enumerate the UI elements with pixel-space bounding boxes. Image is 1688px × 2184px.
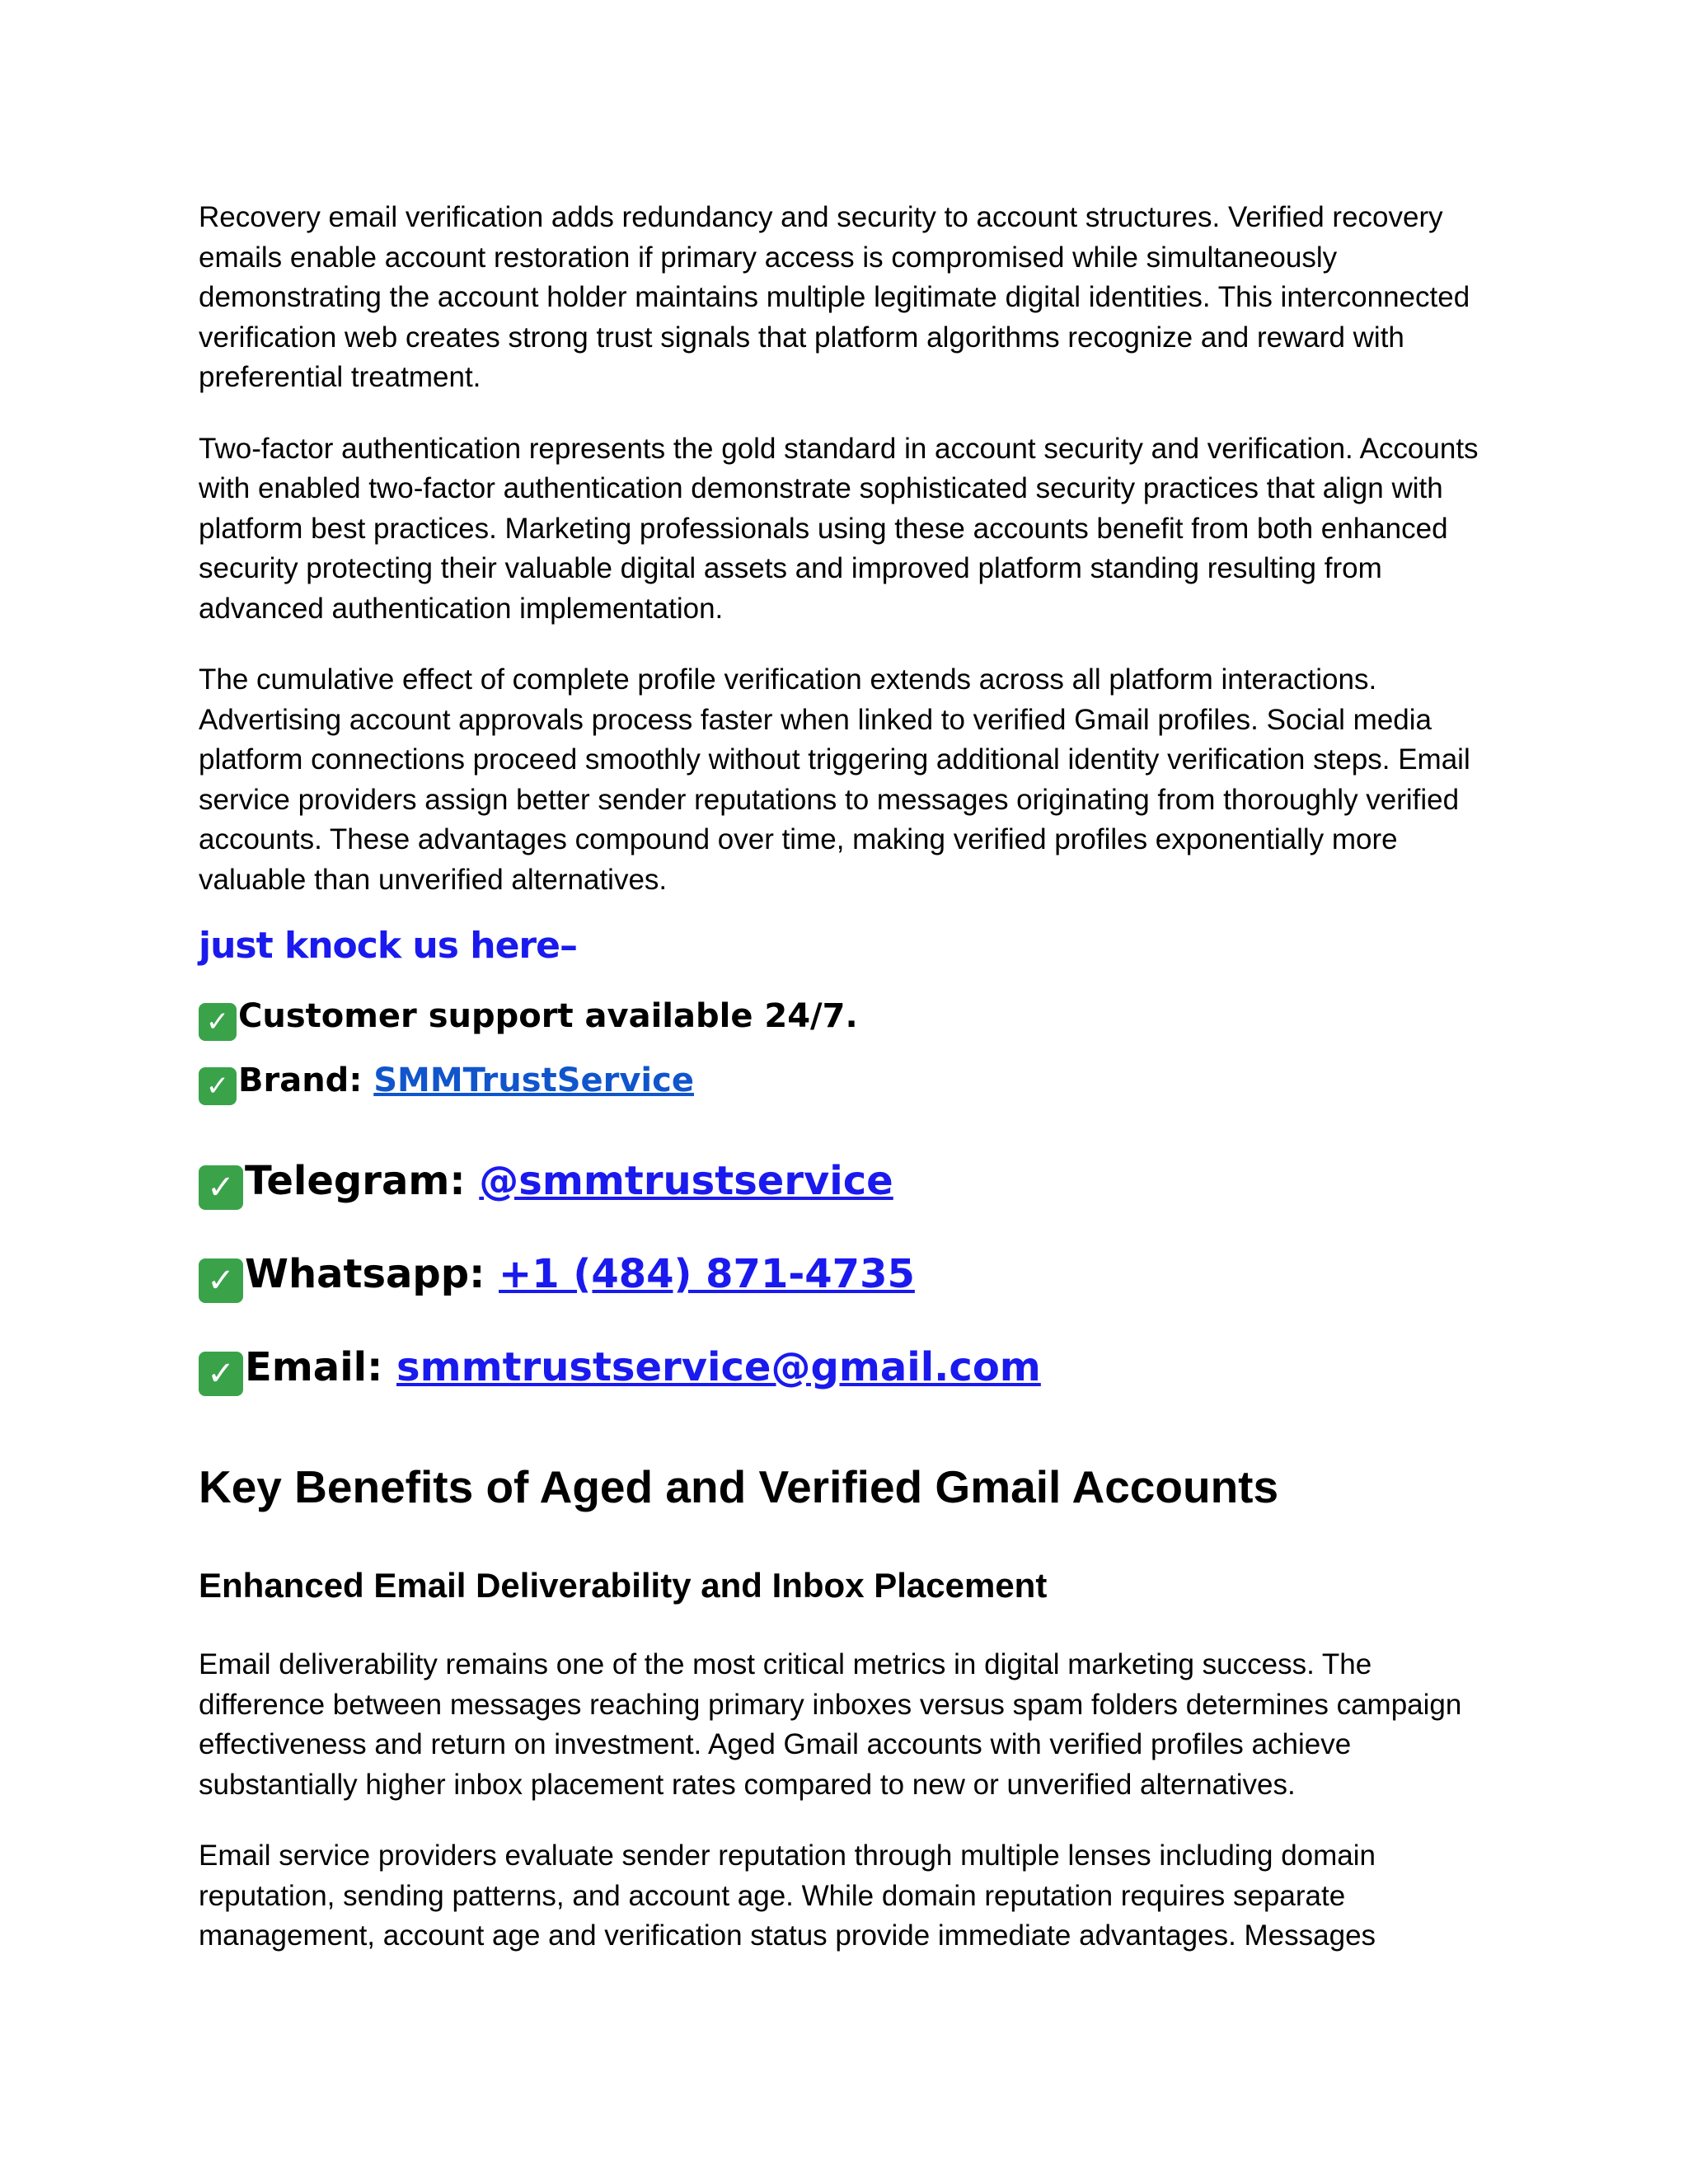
check-mark-icon: ✓ — [199, 1165, 243, 1210]
check-mark-icon: ✓ — [199, 1258, 243, 1303]
telegram-link[interactable]: @smmtrustservice — [479, 1158, 893, 1204]
email-link[interactable]: smmtrustservice@gmail.com — [396, 1344, 1041, 1390]
contact-intro-link[interactable]: just knock us here– — [199, 925, 577, 967]
support-line — [199, 997, 858, 1041]
email-label: Email: — [245, 1344, 397, 1390]
brand-line — [199, 1062, 694, 1105]
telegram-line — [199, 1158, 893, 1210]
paragraph-cumulative-effect: The cumulative effect of complete profile verification extends across all platform interactions. Advertising account approvals process faster when linked to verified Gmail profiles. Social media platform connections proceed smoothly without triggering additional identity verification steps. Email service providers assign better sender reputations to messages originating from thoroughly verified accounts. These advantages compound over time, making verified profiles exponentially more valuable than unverified alternatives. — [199, 663, 1470, 896]
paragraph-deliverability: Email deliverability remains one of the most critical metrics in digital marketing success. The difference between messages reaching primary inboxes versus spam folders determines campaign effectiveness and return on investment. Aged Gmail accounts with verified profiles achieve substantially higher inbox placement rates compared to new or unverified alternatives. — [199, 1648, 1462, 1801]
support-text: Customer support available 24/7. — [238, 997, 858, 1035]
heading-key-benefits: Key Benefits of Aged and Verified Gmail Accounts — [199, 1461, 1279, 1512]
check-mark-icon: ✓ — [199, 1352, 243, 1396]
whatsapp-label: Whatsapp: — [245, 1251, 499, 1297]
brand-label: Brand: — [238, 1062, 374, 1099]
top-paragraphs — [199, 198, 1484, 900]
heading-deliverability: Enhanced Email Deliverability and Inbox Placement — [199, 1566, 1048, 1605]
bottom-paragraphs — [199, 1645, 1484, 1957]
paragraph-recovery-email: Recovery email verification adds redundancy and security to account structures. Verified recovery emails enable account restoration if primary access is compromised while simultaneously demonstrating the account holder maintains multiple legitimate digital identities. This interconnected verification web creates strong trust signals that platform algorithms recognize and reward with preferential treatment. — [199, 201, 1470, 393]
telegram-label: Telegram: — [245, 1158, 480, 1204]
whatsapp-line — [199, 1251, 915, 1303]
check-mark-icon: ✓ — [199, 1067, 237, 1105]
paragraph-sender-reputation: Email service providers evaluate sender reputation through multiple lenses including domain reputation, sending patterns, and account age. While domain reputation requires separate management, account age and verification status provide immediate advantages. Messages — [199, 1840, 1376, 1952]
email-line — [199, 1344, 1041, 1396]
check-mark-icon: ✓ — [199, 1003, 237, 1041]
paragraph-two-factor: Two-factor authentication represents the gold standard in account security and verification. Accounts with enabled two-factor authentication demonstrate sophisticated security practices that align with platform best practices. Marketing professionals using these accounts benefit from both enhanced security protecting their valuable digital assets and improved platform standing resulting from advanced authentication implementation. — [199, 432, 1479, 625]
whatsapp-link[interactable]: +1 (484) 871-4735 — [499, 1251, 915, 1297]
brand-link[interactable]: SMMTrustService — [373, 1062, 694, 1099]
